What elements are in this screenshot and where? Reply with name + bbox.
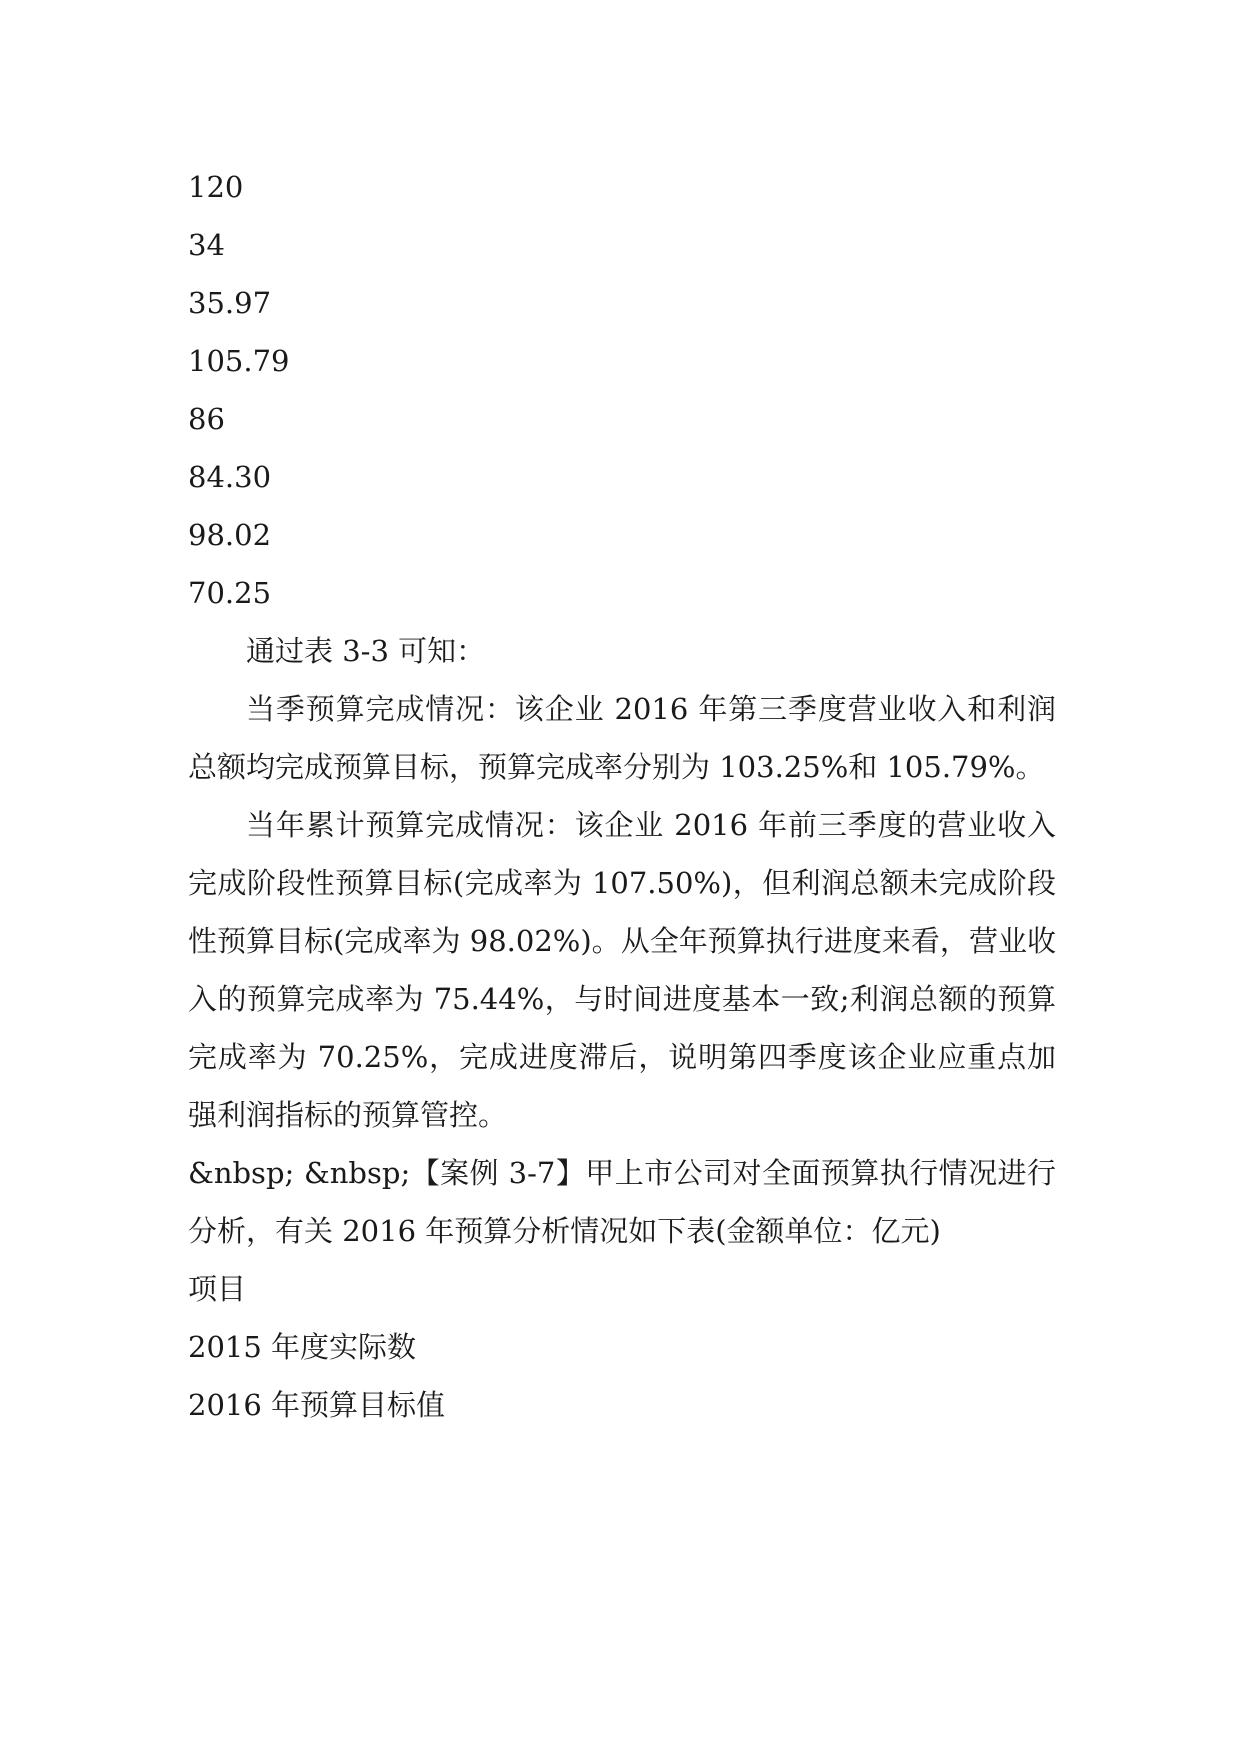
table-value: 34 [188,228,225,262]
table-value: 84.30 [188,460,272,494]
paragraph-intro: 通过表 3-3 可知： [246,634,486,668]
table-value: 35.97 [188,286,272,320]
table-value: 120 [188,170,244,204]
table-header-item: 项目 [188,1272,247,1306]
paragraph-case-3-7: &nbsp; &nbsp;【案例 3-7】甲上市公司对全面预算执行情况进行分析，有关 2016 年预算分析情况如下表(金额单位：亿元) [188,1156,1056,1248]
table-value: 98.02 [188,518,272,552]
table-header-2015-actual: 2015 年度实际数 [188,1330,417,1364]
table-value: 70.25 [188,576,272,610]
table-header-2016-target: 2016 年预算目标值 [188,1388,446,1422]
document-body [188,158,1056,1434]
table-value: 105.79 [188,344,290,378]
paragraph-cumulative-budget: 当年累计预算完成情况：该企业 2016 年前三季度的营业收入完成阶段性预算目标(完成率为 107.50%)，但利润总额未完成阶段性预算目标(完成率为 98.02%)。从全年预算执行进度来看，营业收入的预算完成率为 75.44%，与时间进度基本一致;利润总额的预算完成率为 70.25%，完成进度滞后，说明第四季度该企业应重点加强利润指标的预算管控。 [188,808,1056,1132]
paragraph-quarterly-budget: 当季预算完成情况：该企业 2016 年第三季度营业收入和利润总额均完成预算目标，预算完成率分别为 103.25%和 105.79%。 [188,692,1056,784]
table-value: 86 [188,402,225,436]
